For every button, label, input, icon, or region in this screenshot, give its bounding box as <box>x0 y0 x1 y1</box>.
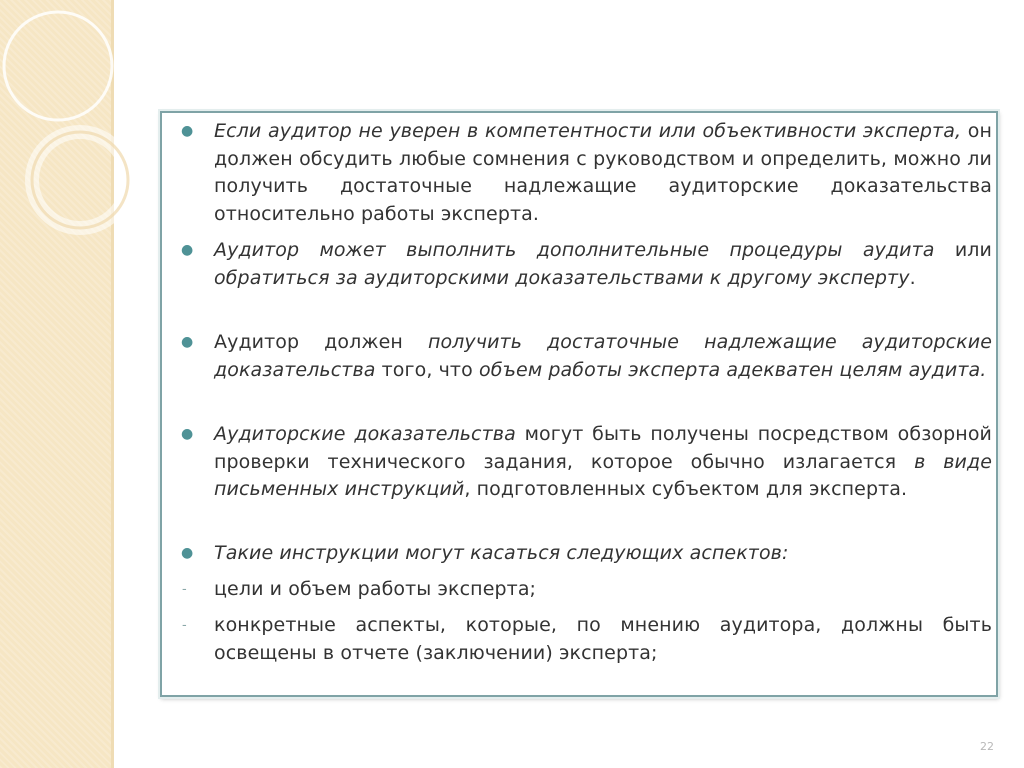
bullet-icon: ● <box>181 545 194 561</box>
italic-text: получить достаточные надлежащие аудиторские доказательства <box>214 331 992 381</box>
italic-text: Такие инструкции могут касаться следующих аспектов: <box>214 542 789 564</box>
list-item <box>182 576 992 604</box>
text: Аудитор должен <box>214 331 428 353</box>
text: могут быть получены посредством обзорной проверки технического задания, которое обычно излагается <box>214 423 992 473</box>
italic-text: Аудитор может выполнить дополнительные процедуры аудита <box>214 239 935 261</box>
page-number: 22 <box>980 740 994 753</box>
italic-text: Если аудитор не уверен в компетентности или объективности эксперта, <box>214 120 962 142</box>
list-item <box>181 118 992 228</box>
text: конкретные аспекты, которые, по мнению аудитора, должны быть освещены в отчете (заключении) эксперта; <box>214 614 992 664</box>
content-box <box>160 111 998 697</box>
deco-circle-large <box>4 12 112 120</box>
text: или <box>934 239 992 261</box>
text: он должен обсудить любые сомнения с руководством и определить, можно ли получить достаточные надлежащие аудиторские доказательства относительно работы эксперта. <box>214 120 992 225</box>
list-item <box>181 237 992 292</box>
text: того, что <box>375 358 479 381</box>
deco-circle-ring-inner <box>32 132 128 228</box>
italic-text: объем работы эксперта адекватен целям аудита. <box>478 358 987 381</box>
bullet-icon: ● <box>181 334 194 350</box>
italic-text: в виде письменных инструкций <box>214 450 992 500</box>
italic-text: Аудиторские доказательства <box>214 423 516 445</box>
italic-text: обратиться за аудиторскими доказательствами к другому эксперту <box>214 266 910 289</box>
bullet-icon: ● <box>181 426 194 442</box>
text: цели и объем работы эксперта; <box>214 578 537 600</box>
list-item <box>181 540 992 568</box>
dash-icon: - <box>182 582 187 597</box>
text: . <box>909 266 916 289</box>
dash-icon: - <box>182 618 187 633</box>
text: , подготовленных субъектом для эксперта. <box>464 478 908 500</box>
list-item <box>182 612 992 667</box>
bullet-icon: ● <box>181 123 194 139</box>
list-item <box>181 421 992 504</box>
list-item <box>181 329 992 384</box>
bullet-icon: ● <box>181 242 194 258</box>
decorative-circles <box>0 0 150 260</box>
